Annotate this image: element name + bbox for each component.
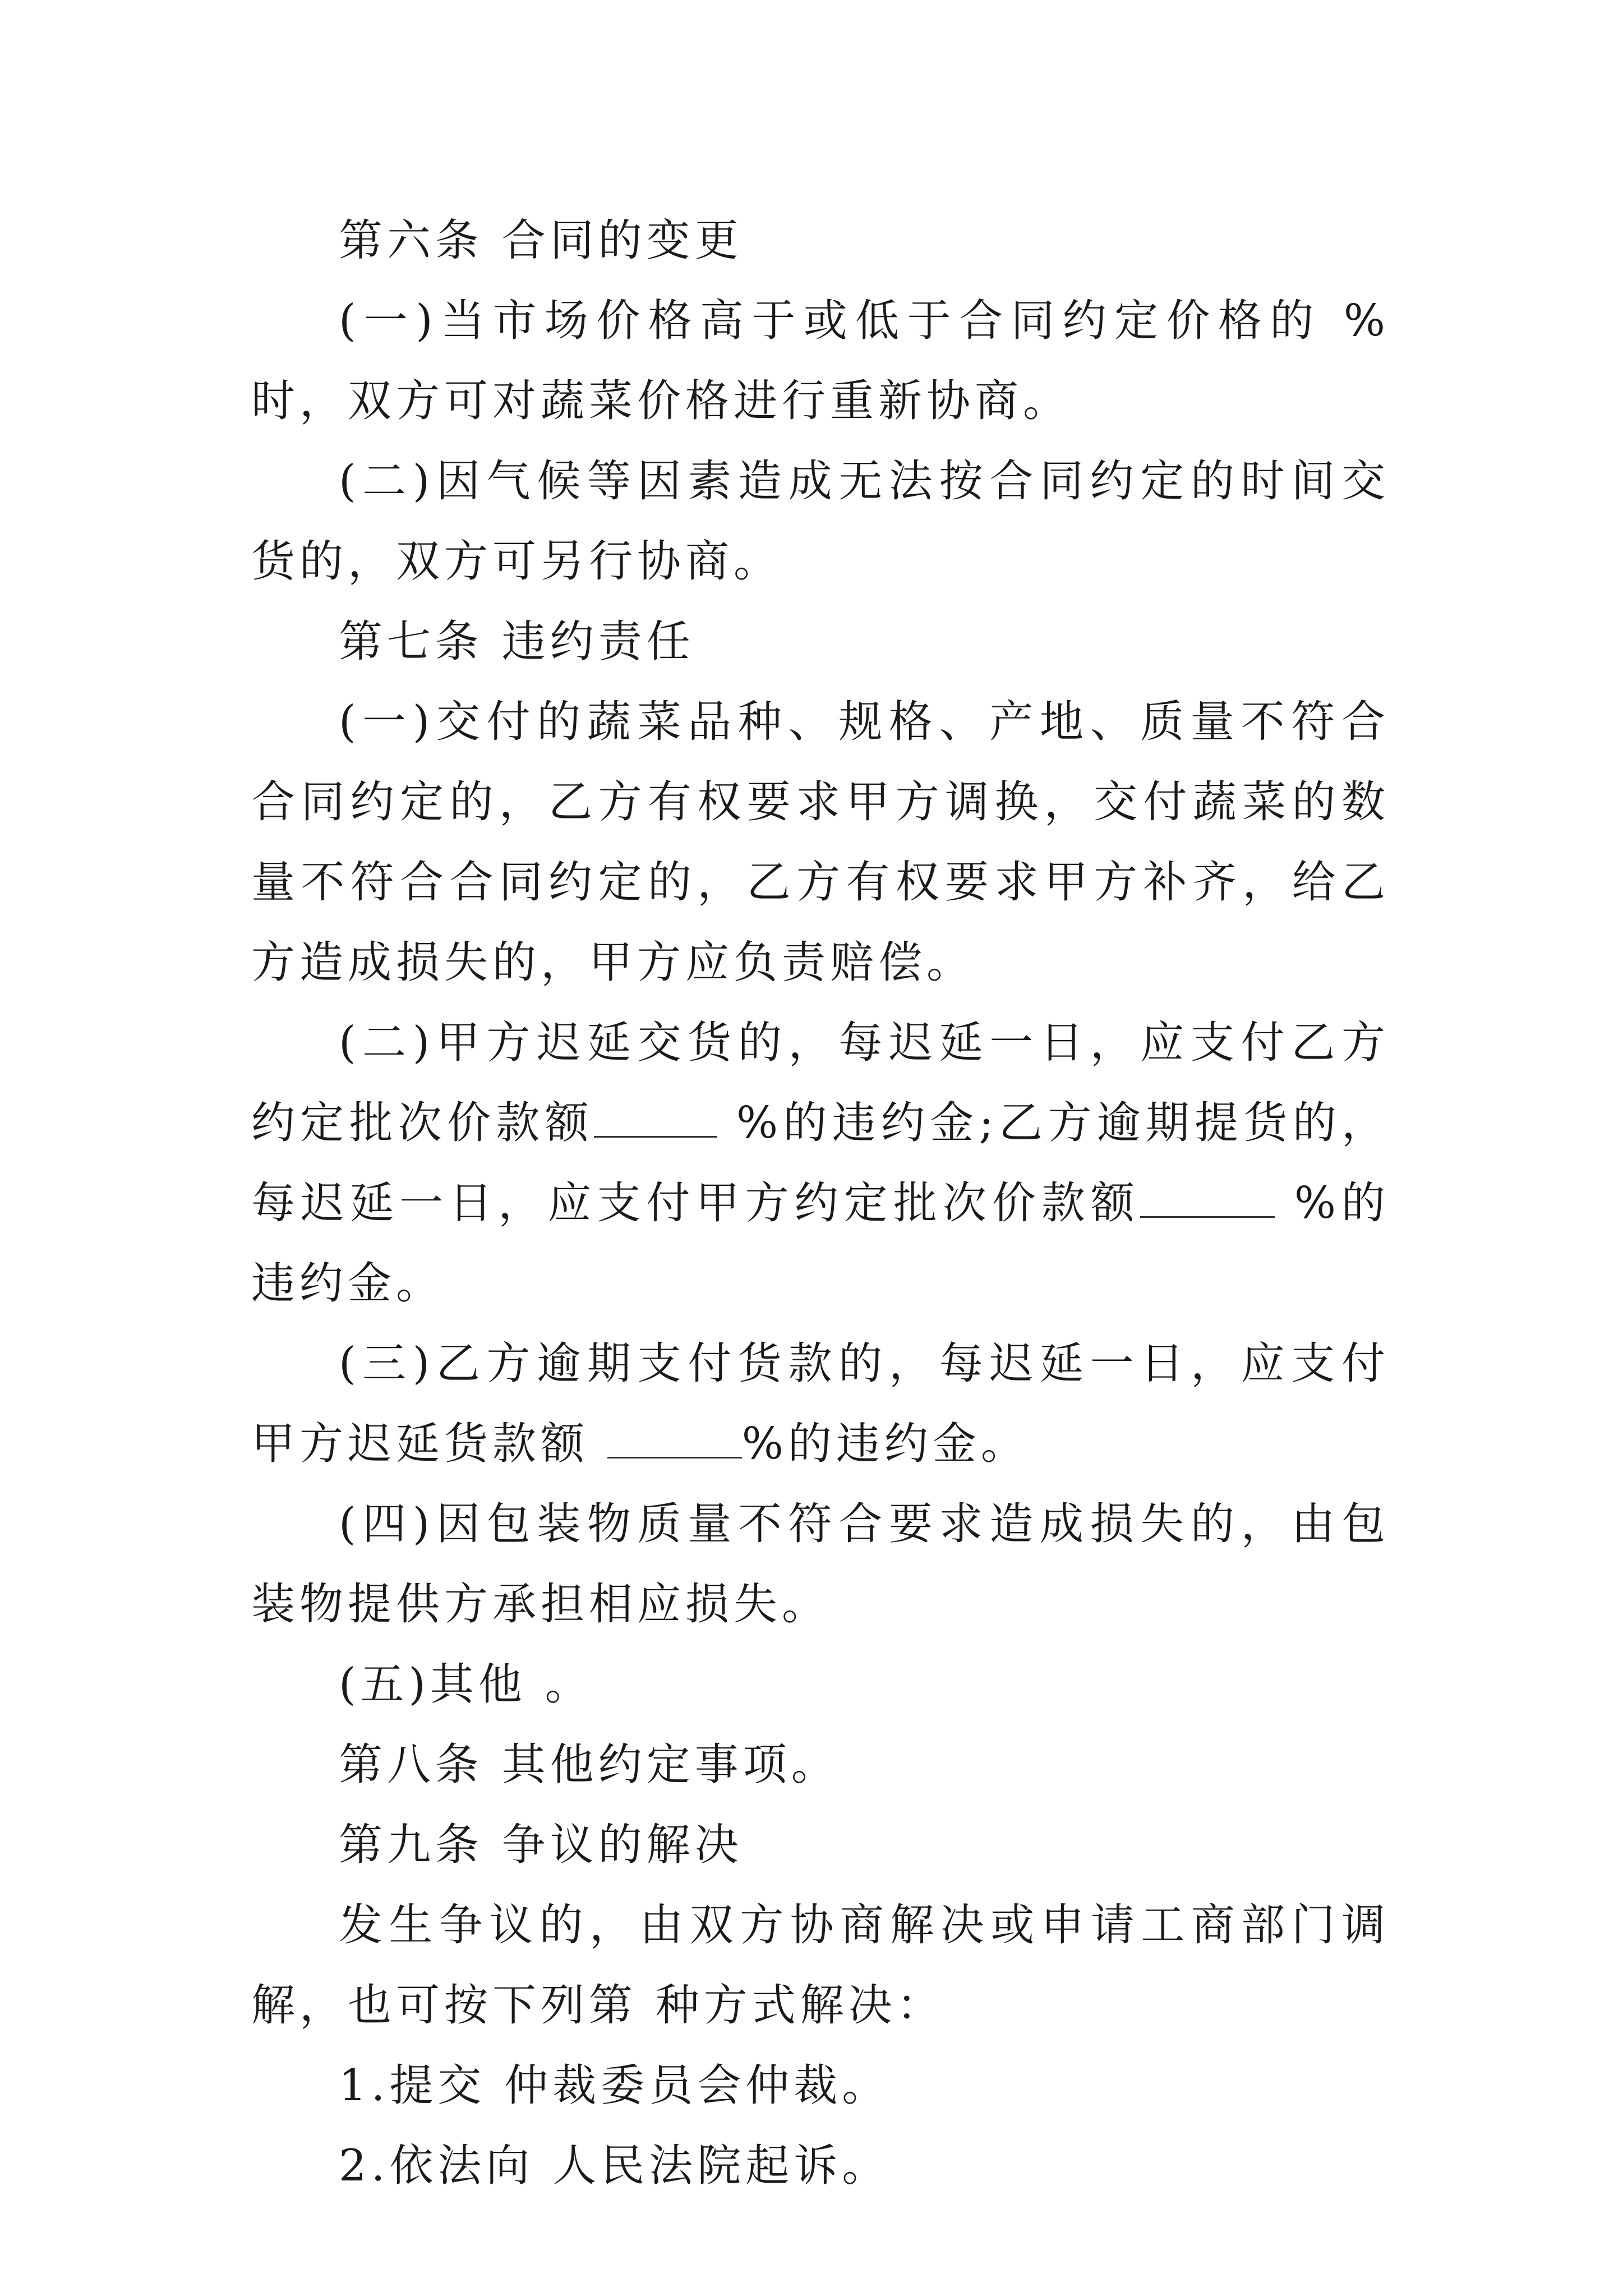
fill-blank — [594, 1102, 717, 1138]
article-7-clause-2-part-1: (二)甲方迟延交货的，每迟延一日，应支付乙方约定批次价款额 — [251, 1018, 1390, 1148]
article-7-clause-2-part-2: %的违约金;乙方逾期提货的，每迟延一日，应支付甲方约定批次价款额 — [251, 1098, 1390, 1228]
article-6-clause-2: (二)因气候等因素造成无法按合同约定的时间交货的，双方可另行协商。 — [251, 456, 1390, 587]
fill-blank — [1140, 1182, 1275, 1218]
article-9-option-1: 1.提交 仲裁委员会仲裁。 — [339, 2060, 891, 2111]
fill-blank — [607, 1423, 742, 1458]
article-9-heading: 第九条 争议的解决 — [339, 1820, 743, 1870]
article-7-clause-3-part-1: (三)乙方逾期支付货款的，每迟延一日，应支付甲方迟延货款额 — [251, 1338, 1390, 1469]
article-6-clause-1: (一)当市场价格高于或低于合同约定价格的 %时，双方可对蔬菜价格进行重新协商。 — [251, 296, 1390, 426]
article-9-option-2: 2.依法向 人民法院起诉。 — [339, 2141, 891, 2191]
article-9-body: 发生争议的，由双方协商解决或申请工商部门调解，也可按下列第 种方式解决： — [251, 1900, 1390, 2031]
article-7-clause-1: (一)交付的蔬菜品种、规格、产地、质量不符合合同约定的，乙方有权要求甲方调换，交付蔬菜的数量不符合合同约定的，乙方有权要求甲方补齐，给乙方造成损失的，甲方应负责赔偿。 — [251, 697, 1390, 988]
article-7-clause-3 — [251, 1324, 1390, 1484]
article-6-heading: 第六条 合同的变更 — [339, 215, 743, 266]
article-7-clause-5: (五)其他 。 — [339, 1659, 593, 1710]
article-7-clause-2 — [251, 1003, 1390, 1324]
article-7-clause-4: (四)因包装物质量不符合要求造成损失的，由包装物提供方承担相应损失。 — [251, 1499, 1390, 1630]
article-7-clause-2-part-3: %的违约金。 — [251, 1178, 1390, 1309]
document-body — [251, 201, 1390, 2206]
article-7-clause-3-part-2: %的违约金。 — [741, 1419, 1029, 1469]
article-7-heading: 第七条 违约责任 — [339, 616, 695, 667]
article-8-heading: 第八条 其他约定事项。 — [339, 1740, 840, 1790]
